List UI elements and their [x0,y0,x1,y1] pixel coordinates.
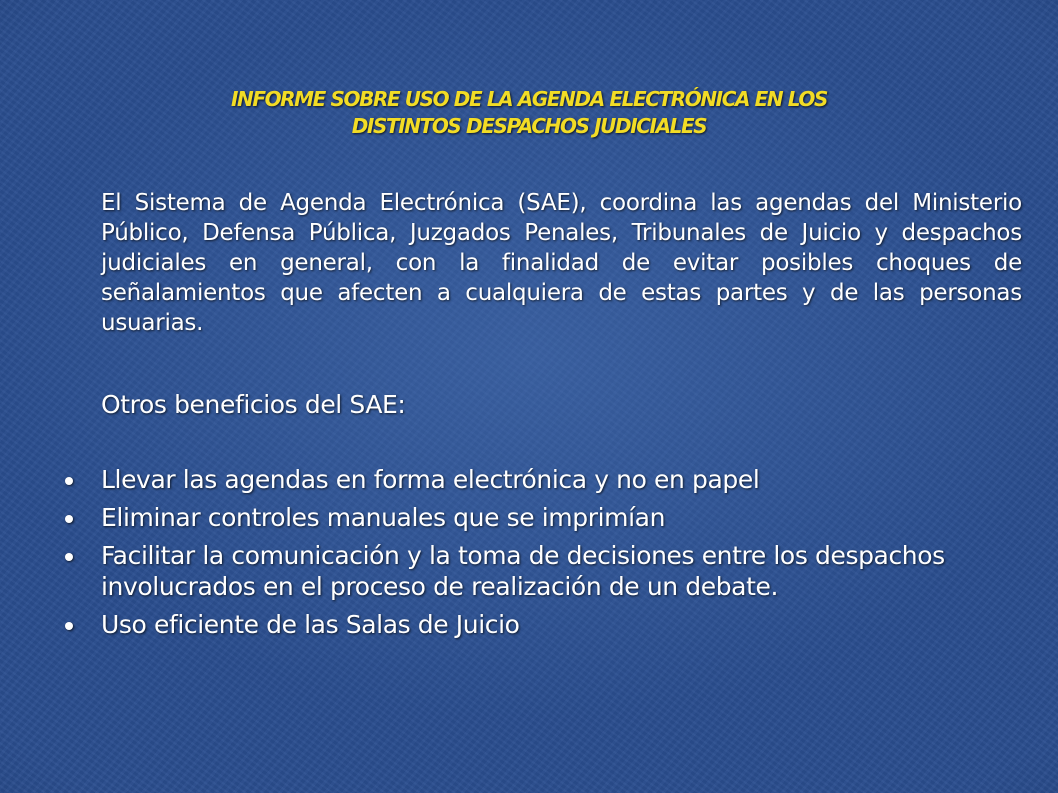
benefit-item [101,609,961,640]
benefit-item [101,502,961,533]
slide-title-line-1: INFORME SOBRE USO DE LA AGENDA ELECTRÓNICA EN LOS [230,87,828,111]
bullet-icon [65,553,73,561]
bullet-icon [65,477,73,485]
bullet-icon [65,515,73,523]
bullet-icon [65,622,73,630]
benefit-item [101,540,961,602]
slide-title-line-2: DISTINTOS DESPACHOS JUDICIALES [351,114,707,138]
benefit-item-text: Facilitar la comunicación y la toma de decisiones entre los despachos involucrados en el proceso de realización de un debate. [101,541,945,601]
benefit-item-text: Uso eficiente de las Salas de Juicio [101,610,520,639]
intro-paragraph: El Sistema de Agenda Electrónica (SAE), coordina las agendas del Ministerio Público, Defensa Pública, Juzgados Penales, Tribunales de Juicio y despachos judiciales en general, con la finalidad de evitar posibles choques de señalamientos que afecten a cualquiera de estas partes y de las personas usuarias. [101,190,1022,336]
benefits-list [101,464,961,647]
benefit-item-text: Llevar las agendas en forma electrónica y no en papel [101,465,760,494]
benefit-item-text: Eliminar controles manuales que se imprimían [101,503,666,532]
slide-title [100,86,958,140]
benefit-item [101,464,961,495]
benefits-heading: Otros beneficios del SAE: [101,390,406,419]
